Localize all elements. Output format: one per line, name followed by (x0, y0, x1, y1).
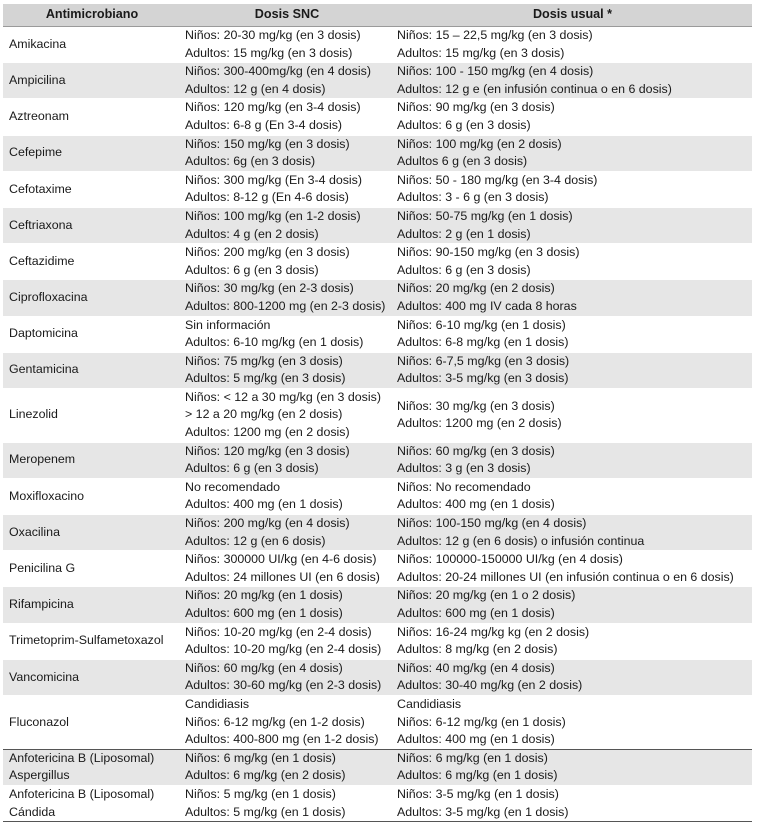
dose-line: Candidiasis (185, 696, 250, 711)
drug-name-line: Cefepime (9, 145, 63, 160)
dose-line: Adultos: 30-40 mg/kg (en 2 dosis) (397, 678, 583, 693)
dose-line: Niños: 6-12 mg/kg (en 1 dosis) (397, 714, 566, 729)
drug-cell (3, 587, 181, 623)
dose-line: Adultos: 15 mg/kg (en 3 dosis) (185, 45, 353, 60)
snc-dose-cell (181, 388, 393, 442)
dose-line: Adultos: 400 mg (en 1 dosis) (185, 497, 343, 512)
header-row (3, 4, 752, 27)
table-row (3, 27, 752, 63)
snc-dose-cell (181, 785, 393, 821)
dose-line: Niños: 100-150 mg/kg (en 4 dosis) (397, 516, 587, 531)
snc-dose-cell (181, 515, 393, 551)
dose-line: Niños: 50-75 mg/kg (en 1 dosis) (397, 208, 573, 223)
drug-cell (3, 551, 181, 587)
usual-dose-cell (393, 623, 752, 659)
drug-cell (3, 695, 181, 749)
dose-line: Adultos: 3 - 6 g (en 3 dosis) (397, 190, 549, 205)
table-row (3, 280, 752, 316)
snc-dose-cell (181, 63, 393, 99)
dose-line: Niños: 60 mg/kg (en 4 dosis) (185, 660, 343, 675)
drug-cell (3, 749, 181, 785)
table-row (3, 99, 752, 135)
usual-dose-cell (393, 478, 752, 514)
dose-line: Adultos: 12 g e (en infusión continua o en 6 dosis) (397, 81, 672, 96)
dose-line: Niños: 6 mg/kg (en 1 dosis) (397, 750, 548, 765)
dose-line: Niños: 20-30 mg/kg (en 3 dosis) (185, 28, 361, 42)
dose-line: Adultos: 8 mg/kg (en 2 dosis) (397, 642, 558, 657)
dose-line: Niños: 100 mg/kg (en 1-2 dosis) (185, 208, 361, 223)
dose-line: Adultos: 400-800 mg (en 1-2 dosis) (185, 732, 379, 747)
snc-dose-cell (181, 442, 393, 478)
snc-dose-cell (181, 659, 393, 695)
dose-line: Niños: 6-7,5 mg/kg (en 3 dosis) (397, 353, 570, 368)
dose-line: Niños: 15 – 22,5 mg/kg (en 3 dosis) (397, 28, 593, 42)
drug-name-line: Aspergillus (9, 768, 70, 783)
table-row (3, 478, 752, 514)
dose-line: Niños: 60 mg/kg (en 3 dosis) (397, 443, 555, 458)
dose-line: Niños: 6-12 mg/kg (en 1-2 dosis) (185, 714, 365, 729)
table-row (3, 442, 752, 478)
table-header (3, 4, 752, 27)
usual-dose-cell (393, 171, 752, 207)
dose-line: Niños: 6-10 mg/kg (en 1 dosis) (397, 317, 566, 332)
drug-name-line: Ceftazidime (9, 253, 75, 268)
dose-line: Adultos: 12 g (en 4 dosis) (185, 81, 326, 96)
snc-dose-cell (181, 171, 393, 207)
table-row (3, 749, 752, 785)
table-row (3, 352, 752, 388)
dose-line: Adultos: 1200 mg (en 2 dosis) (185, 425, 350, 440)
drug-cell (3, 99, 181, 135)
snc-dose-cell (181, 695, 393, 749)
usual-dose-cell (393, 659, 752, 695)
drug-name-line: Anfotericina B (Liposomal) (9, 786, 155, 801)
snc-dose-cell (181, 749, 393, 785)
header-dosis-usual: Dosis usual * (393, 4, 752, 27)
usual-dose-cell (393, 695, 752, 749)
dose-line: Adultos: 4 g (en 2 dosis) (185, 226, 319, 241)
table-row (3, 695, 752, 749)
dose-line: Adultos: 8-12 g (En 4-6 dosis) (185, 190, 349, 205)
dose-line: Adultos: 15 mg/kg (en 3 dosis) (397, 45, 565, 60)
dose-line: Adultos: 6 g (en 3 dosis) (185, 461, 319, 476)
dose-line: Adultos: 6 mg/kg (en 1 dosis) (397, 768, 558, 783)
dose-line: Niños: 40 mg/kg (en 4 dosis) (397, 660, 555, 675)
dose-line: Adultos: 3-5 mg/kg (en 3 dosis) (397, 371, 569, 386)
dose-line: Niños: 20 mg/kg (en 1 o 2 dosis) (397, 588, 576, 603)
dose-line: Adultos: 12 g (en 6 dosis) (185, 533, 326, 548)
dose-line: Niños: 75 mg/kg (en 3 dosis) (185, 353, 343, 368)
drug-cell (3, 171, 181, 207)
table-row (3, 207, 752, 243)
dose-line: Adultos: 6-8 mg/kg (en 1 dosis) (397, 335, 569, 350)
table-row (3, 623, 752, 659)
dose-line: Niños: 100 - 150 mg/kg (en 4 dosis) (397, 64, 594, 79)
dose-line: Adultos: 800-1200 mg (en 2-3 dosis) (185, 298, 386, 313)
snc-dose-cell (181, 551, 393, 587)
table-row (3, 244, 752, 280)
drug-cell (3, 659, 181, 695)
table-row (3, 785, 752, 821)
table-row (3, 63, 752, 99)
drug-cell (3, 207, 181, 243)
usual-dose-cell (393, 515, 752, 551)
dose-line: Adultos: 6 g (en 3 dosis) (397, 262, 531, 277)
drug-cell (3, 135, 181, 171)
usual-dose-cell (393, 551, 752, 587)
table-row (3, 587, 752, 623)
usual-dose-cell (393, 135, 752, 171)
table-row (3, 388, 752, 442)
snc-dose-cell (181, 27, 393, 63)
drug-cell (3, 352, 181, 388)
drug-cell (3, 478, 181, 514)
table-row (3, 659, 752, 695)
dose-line: Niños: 20 mg/kg (en 1 dosis) (185, 588, 343, 603)
dose-line: Niños: 200 mg/kg (en 3 dosis) (185, 245, 350, 260)
drug-name-line: Oxacilina (9, 524, 60, 539)
drug-name-line: Daptomicina (9, 326, 78, 341)
drug-name-line: Aztreonam (9, 109, 69, 124)
table-row (3, 171, 752, 207)
dose-line: Niños: 6 mg/kg (en 1 dosis) (185, 750, 336, 765)
dose-line: Niños: 300000 UI/kg (en 4-6 dosis) (185, 552, 377, 567)
drug-cell (3, 316, 181, 352)
dose-line: Adultos: 5 mg/kg (en 1 dosis) (185, 804, 346, 819)
drug-name-line: Gentamicina (9, 362, 79, 377)
drug-cell (3, 244, 181, 280)
usual-dose-cell (393, 749, 752, 785)
usual-dose-cell (393, 244, 752, 280)
drug-name-line: Amikacina (9, 36, 67, 51)
dose-line: Candidiasis (397, 696, 462, 711)
snc-dose-cell (181, 207, 393, 243)
dose-line: Adultos: 600 mg (en 1 dosis) (185, 606, 343, 621)
usual-dose-cell (393, 316, 752, 352)
dose-line: Adultos: 2 g (en 1 dosis) (397, 226, 531, 241)
drug-name-line: Rifampicina (9, 597, 74, 612)
drug-cell (3, 280, 181, 316)
dose-line: Adultos: 1200 mg (en 2 dosis) (397, 416, 562, 431)
dose-line: Adultos: 600 mg (en 1 dosis) (397, 606, 555, 621)
drug-cell (3, 515, 181, 551)
snc-dose-cell (181, 316, 393, 352)
dose-line: Adultos: 3 g (en 3 dosis) (397, 461, 531, 476)
dose-line: Adultos: 400 mg (en 1 dosis) (397, 732, 555, 747)
dose-line: Niños: No recomendado (397, 479, 531, 494)
dose-line: Niños: 90 mg/kg (en 3 dosis) (397, 100, 555, 115)
dose-line: Adultos: 400 mg IV cada 8 horas (397, 298, 577, 313)
dose-line: Niños: 200 mg/kg (en 4 dosis) (185, 516, 350, 531)
drug-name-line: Moxifloxacino (9, 488, 85, 503)
dose-line: Niños: 100000-150000 UI/kg (en 4 dosis) (397, 552, 623, 567)
dose-line: Adultos: 6 g (en 3 dosis) (397, 117, 531, 132)
table-row (3, 551, 752, 587)
dose-line: Niños: 120 mg/kg (en 3 dosis) (185, 443, 350, 458)
usual-dose-cell (393, 442, 752, 478)
usual-dose-cell (393, 785, 752, 821)
dose-line: Niños: 16-24 mg/kg kg (en 2 dosis) (397, 624, 590, 639)
drug-cell (3, 623, 181, 659)
drug-name-line: Anfotericina B (Liposomal) (9, 750, 155, 765)
table-body (3, 27, 752, 822)
snc-dose-cell (181, 99, 393, 135)
dose-line: Niños: 30 mg/kg (en 2-3 dosis) (185, 281, 354, 296)
dose-line: Adultos 6 g (en 3 dosis) (397, 154, 528, 169)
dose-line: Niños: 50 - 180 mg/kg (en 3-4 dosis) (397, 172, 598, 187)
drug-name-line: Penicilina G (9, 561, 76, 576)
header-antimicrobiano: Antimicrobiano (3, 4, 181, 27)
dose-line: Adultos: 10-20 mg/kg (en 2-4 dosis) (185, 642, 382, 657)
dosage-table-container (3, 4, 752, 822)
snc-dose-cell (181, 352, 393, 388)
drug-name-line: Vancomicina (9, 669, 80, 684)
snc-dose-cell (181, 478, 393, 514)
drug-cell (3, 63, 181, 99)
usual-dose-cell (393, 207, 752, 243)
snc-dose-cell (181, 587, 393, 623)
dose-line: Adultos: 20-24 millones UI (en infusión continua o en 6 dosis) (397, 569, 734, 584)
dose-line: > 12 a 20 mg/kg (en 2 dosis) (185, 407, 343, 422)
usual-dose-cell (393, 388, 752, 442)
dose-line: Adultos: 6 g (en 3 dosis) (185, 262, 319, 277)
dose-line: Niños: 30 mg/kg (en 3 dosis) (397, 398, 555, 413)
dose-line: Sin información (185, 317, 271, 332)
snc-dose-cell (181, 280, 393, 316)
dose-line: Adultos: 3-5 mg/kg (en 1 dosis) (397, 804, 569, 819)
drug-name-line: Ceftriaxona (9, 217, 73, 232)
usual-dose-cell (393, 99, 752, 135)
drug-name-line: Trimetoprim-Sulfametoxazol (9, 633, 164, 648)
drug-name-line: Cefotaxime (9, 181, 72, 196)
usual-dose-cell (393, 63, 752, 99)
table-row (3, 135, 752, 171)
table-row (3, 515, 752, 551)
dose-line: Adultos: 400 mg (en 1 dosis) (397, 497, 555, 512)
dose-line: Adultos: 5 mg/kg (en 3 dosis) (185, 371, 346, 386)
drug-name-line: Ampicilina (9, 72, 66, 87)
dose-line: Adultos: 6g (en 3 dosis) (185, 154, 316, 169)
dose-line: Niños: 3-5 mg/kg (en 1 dosis) (397, 786, 559, 801)
usual-dose-cell (393, 27, 752, 63)
dose-line: Niños: 100 mg/kg (en 2 dosis) (397, 136, 562, 151)
snc-dose-cell (181, 135, 393, 171)
dose-line: Niños: 120 mg/kg (en 3-4 dosis) (185, 100, 361, 115)
drug-name-line: Fluconazol (9, 714, 69, 729)
dose-line: Adultos: 6-10 mg/kg (en 1 dosis) (185, 335, 364, 350)
dose-line: No recomendado (185, 479, 281, 494)
drug-name-line: Cándida (9, 804, 56, 819)
usual-dose-cell (393, 280, 752, 316)
drug-cell (3, 388, 181, 442)
dose-line: Adultos: 24 millones UI (en 6 dosis) (185, 569, 380, 584)
dose-line: Niños: 150 mg/kg (en 3 dosis) (185, 136, 350, 151)
dose-line: Niños: < 12 a 30 mg/kg (en 3 dosis) (185, 389, 381, 404)
usual-dose-cell (393, 352, 752, 388)
drug-cell (3, 442, 181, 478)
snc-dose-cell (181, 623, 393, 659)
drug-cell (3, 785, 181, 821)
drug-name-line: Meropenem (9, 452, 76, 467)
dose-line: Adultos: 6 mg/kg (en 2 dosis) (185, 768, 346, 783)
dose-line: Niños: 10-20 mg/kg (en 2-4 dosis) (185, 624, 372, 639)
table-row (3, 316, 752, 352)
dose-line: Adultos: 6-8 g (En 3-4 dosis) (185, 117, 343, 132)
drug-name-line: Ciprofloxacina (9, 290, 88, 305)
header-dosis-snc: Dosis SNC (181, 4, 393, 27)
dose-line: Niños: 300 mg/kg (En 3-4 dosis) (185, 172, 362, 187)
dose-line: Adultos: 30-60 mg/kg (en 2-3 dosis) (185, 678, 382, 693)
dosage-table (3, 4, 752, 822)
dose-line: Niños: 90-150 mg/kg (en 3 dosis) (397, 245, 580, 260)
dose-line: Niños: 300-400mg/kg (en 4 dosis) (185, 64, 371, 79)
usual-dose-cell (393, 587, 752, 623)
drug-cell (3, 27, 181, 63)
dose-line: Niños: 5 mg/kg (en 1 dosis) (185, 786, 336, 801)
dose-line: Adultos: 12 g (en 6 dosis) o infusión continua (397, 533, 645, 548)
dose-line: Niños: 20 mg/kg (en 2 dosis) (397, 281, 555, 296)
snc-dose-cell (181, 244, 393, 280)
drug-name-line: Linezolid (9, 407, 58, 422)
